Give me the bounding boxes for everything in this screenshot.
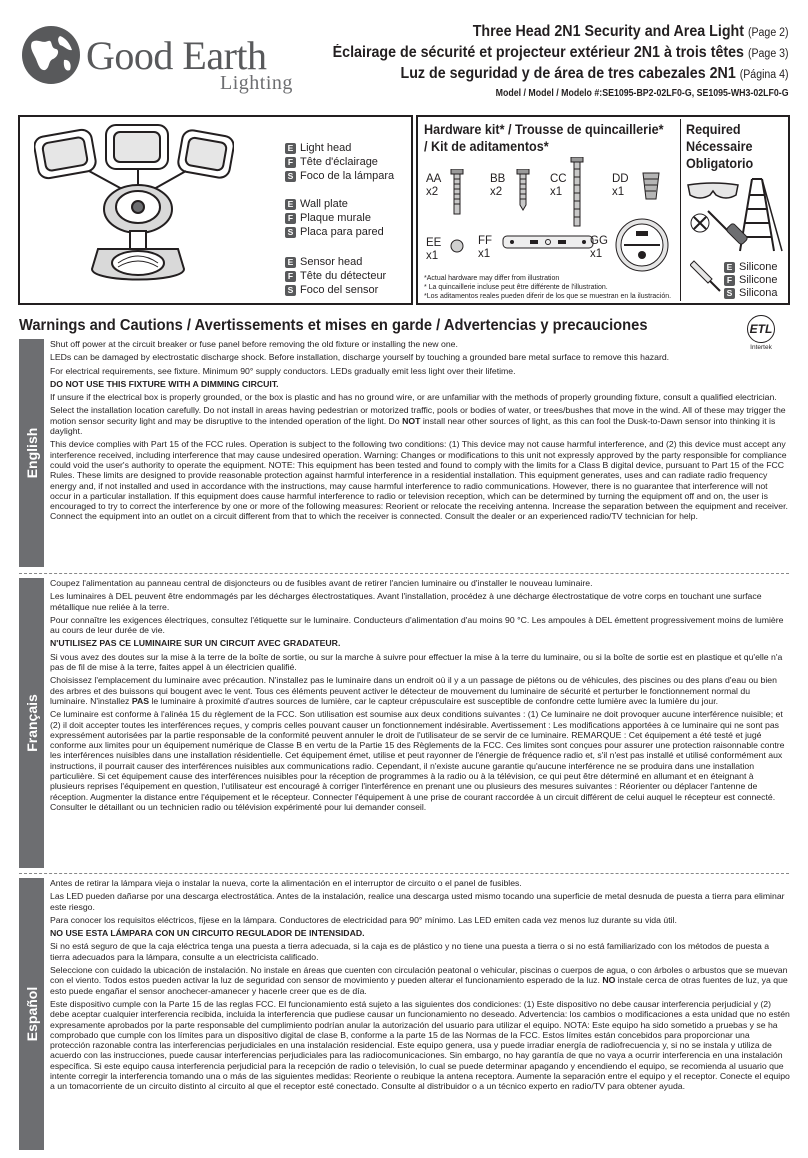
legend-sensor-head xyxy=(285,255,386,297)
language-tab-espanol: Español xyxy=(19,878,44,1150)
espanol-text xyxy=(50,878,790,1095)
paragraph: Les luminaires à DEL peuvent être endommagés par les décharges électrostatiques. Avant l'installation, procédez à une décharge électrostatique de votre corps en touchant une surface métallique nue reliée à la terre. xyxy=(50,591,762,612)
hardware-kit-box xyxy=(416,115,790,305)
badge-s: S xyxy=(285,227,296,238)
badge-f: F xyxy=(285,271,296,282)
paragraph: Este dispositivo cumple con la Parte 15 de las reglas FCC. El funcionamiento está sujeto a las siguientes dos condiciones: (1) Este dispositivo no debe causar interferencia perjudicial y (2) debe aceptar cualquier interferencia recibida, incluida la interferencia que pudiese causar un funcionamiento no deseado. Advertencia: los cambios o modificaciones a esta unidad que no estén expresamente aprobados por la parte responsable del cumplimiento podrían anular la autorización del usuario para utilizar el equipo. NOTA: Este equipo ha sido sometido a pruebas y se ha comprobado que cumple con los límites para un dispositivo digital de clase B, conforme a la parte 15 de las Normas de la FCC. Estos límites están concebidos para proporcionar una protección razonable contra las interferencias perjudiciales en una instalación residencial. Este equipo genera, usa y puede irradiar energía de radiofrecuencia y, si no se instala y utiliza de acuerdo con las instrucciones, puede causar interferencias perjudiciales para las radiocomunicaciones. Sin embargo, no hay garantía de que no vaya a ocurrir interferencia en una instalación específica. Si este equipo causa interferencia perjudicial para la recepción de radio o televisión, lo cual se puede determinar apagando y encendiendo el equipo, se recomienda al usuario que intente corregir la interferencia tomando una o más de las siguientes medidas: Reoriente o reubique la antena receptora. Aumente la separación entre el equipo y el receptor. Conecte el equipo a un tomacorriente de un circuito distinto al circuito al que el receptor esté conectado. Consulte al distribuidor o a un técnico experto en radio/TV para obtener ayuda. xyxy=(50,998,790,1092)
legend-row xyxy=(285,283,386,297)
brand-logo xyxy=(20,18,320,98)
fixture-diagram-box xyxy=(18,115,413,305)
model-number: Model / Model / Modelo #:SE1095-BP2-02LF0-G, SE1095-WH3-02LF0-G xyxy=(496,88,789,99)
english-text xyxy=(50,339,790,525)
legend-label: Silicone xyxy=(739,274,778,286)
kit-divider xyxy=(680,119,681,301)
hardware-note: *Actual hardware may differ from illustration * La quincaillerie incluse peut être différente de l'illustration. *Los aditamentos reales pueden diferir de los que se muestran en la ilustración. xyxy=(424,275,672,300)
silicone-tube-icon xyxy=(690,257,722,293)
badge-s: S xyxy=(285,285,296,296)
brand-name: Good Earth xyxy=(86,33,267,78)
legend-row xyxy=(285,169,394,183)
legend-label: Sensor head xyxy=(300,256,363,268)
required-title: Required Nécessaire Obligatorio xyxy=(686,121,754,171)
legend-label: Wall plate xyxy=(300,198,348,210)
legend-light-head xyxy=(285,141,394,183)
globe-icon xyxy=(20,24,82,86)
language-tab-english: English xyxy=(19,339,44,567)
paragraph: This device complies with Part 15 of the FCC rules. Operation is subject to the following two conditions: (1) This device may not cause harmful interference, and (2) this device must accept any interference received, including interference that may cause undesired operation. Warning: Changes or modifications to this unit not expressly approved by the party responsible for compliance could void the user's authority to operate the equipment. NOTE: This equipment has been tested and found to comply with the limits for a Class B digital device, pursuant to Part 15 of the FCC Rules. These limits are designed to provide reasonable protection against harmful interference in a residential installation. This equipment generates, uses and can radiate radio frequency energy and, if not installed and used in accordance with the instructions, may cause harmful interference to radio communications. However, there is no guarantee that interference will not occur in a particular installation. If this equipment does cause harmful interference to radio or television reception, which can be determined by turning the equipment off and on, the user is encouraged to try to correct the interference by one or more of the following measures: Reorient or relocate the receiving antenna. Increase the separation between the equipment and receiver. Connect the equipment into an outlet on a circuit different from that to which the receiver is connected. Consult the dealer or an experienced radio/TV technician for help. xyxy=(50,439,788,522)
legend-label: Foco de la lámpara xyxy=(300,170,395,182)
fixture-illustration xyxy=(34,123,234,303)
paragraph: Coupez l'alimentation au panneau central de disjoncteurs ou de fusibles avant de retirer l'ancien luminaire ou d'installer le nouveau luminaire. xyxy=(50,578,593,588)
legend-row xyxy=(285,211,384,225)
gasket-icon xyxy=(614,217,670,273)
badge-e: E xyxy=(285,257,296,268)
badge-e: E xyxy=(285,199,296,210)
washer-icon xyxy=(450,239,464,253)
page-titles xyxy=(293,22,789,99)
legend-label: Plaque murale xyxy=(300,212,371,224)
section-divider xyxy=(19,873,789,874)
badge-f: F xyxy=(285,157,296,168)
hardware-kit-title: Hardware kit* / Trousse de quincaillerie* / Kit de aditamentos* xyxy=(424,121,664,154)
paragraph: Si vous avez des doutes sur la mise à la terre de la boîte de sortie, ou sur la marche à suivre pour effectuer la mise à la terre du luminaire, ou si la boîte de sortie est en plastique et qu'elle n'a pas de fil de mise à la terre, faites appel à un électricien qualifié. xyxy=(50,651,783,673)
badge-f: F xyxy=(285,213,296,224)
legend-row xyxy=(285,141,394,155)
francais-text xyxy=(50,578,790,815)
paragraph: Shut off power at the circuit breaker or fuse panel before removing the old fixture or installing the new one. xyxy=(50,339,458,349)
screw-icon xyxy=(450,169,464,215)
section-divider xyxy=(19,573,789,574)
hardware-item-ff: FF x1 xyxy=(478,235,493,260)
legend-row xyxy=(724,287,778,300)
language-tab-francais: Français xyxy=(19,578,44,868)
title-es: Luz de seguridad y de área de tres cabezales 2N1 (Página 4) xyxy=(400,65,789,82)
legend-row xyxy=(724,261,778,274)
hardware-item-aa: AA x2 xyxy=(426,173,442,198)
paragraph: Select the installation location carefully. Do not install in areas having pedestrian or motorized traffic, pools or bodies of water, or trees/bushes that move in the wind. All of these may trigger the motion sensor security light and may be disruptive to the intended operation of the light. Do NOT install near other sources of light, as this can fool the Dusk-to-Dawn sensor into thinking it is daylight. xyxy=(50,405,786,437)
section-espanol xyxy=(19,878,789,1150)
legend-row xyxy=(285,155,394,169)
title-fr: Éclairage de sécurité et projecteur extérieur 2N1 à trois têtes (Page 3) xyxy=(333,44,789,61)
paragraph: Para conocer los requisitos eléctricos, fíjese en la lámpara. Conductores de electricidad para 90° mínimo. Las LED emiten cada vez menos luz durante su vida útil. xyxy=(50,914,677,925)
legend-row xyxy=(724,274,778,287)
badge-e: E xyxy=(724,262,735,273)
legend-wall-plate xyxy=(285,197,384,239)
paragraph: Seleccione con cuidado la ubicación de instalación. No instale en áreas que cuenten con circulación peatonal o vehicular, piscinas o cuerpos de agua, o con árboles o arbustos que se muevan con el viento. Todos estos pueden activar la luz de seguridad con sensor de movimiento y pueden alterar el funcionamiento esperado de la luz. NO instale cerca de otras fuentes de luz, ya que esto puede engañar el sensor anochecer-amanecer y hacerle creer que es de día. xyxy=(50,965,788,996)
paragraph: Antes de retirar la lámpara vieja o instalar la nueva, corte la alimentación en el interruptor de circuito o el panel de fusibles. xyxy=(50,878,522,888)
hardware-item-gg: GG x1 xyxy=(590,235,608,260)
legend-row xyxy=(285,197,384,211)
hardware-item-dd: DD x1 xyxy=(612,173,629,198)
legend-row xyxy=(285,255,386,269)
badge-s: S xyxy=(724,288,735,299)
safety-glasses-icon xyxy=(686,181,740,203)
section-english xyxy=(19,339,789,567)
etl-logo: ETL xyxy=(747,315,775,343)
paragraph: Choisissez l'emplacement du luminaire avec précaution. N'installez pas le luminaire dans un endroit où il y a un passage de piétons ou de véhicules, des piscines ou des plans d'eau ou bien des arbres et des buissons qui bougent avec le vent. Tous ces éléments peuvent activer le détecteur de mouvement du luminaire de sécurité et perturber le fonctionnement normal du luminaire. N'installez PAS le luminaire à proximité d'autres sources de lumière, car le capteur crépusculaire est susceptible de confondre cette lumière avec la lumière du jour. xyxy=(50,675,777,706)
section-francais xyxy=(19,578,789,868)
screw-icon xyxy=(516,169,530,211)
brand-sub: Lighting xyxy=(220,72,293,94)
paragraph: LEDs can be damaged by electrostatic discharge shock. Before installation, discharge yourself by touching a grounded bare metal surface to remove this hazard. xyxy=(50,352,670,363)
legend-label: Light head xyxy=(300,142,352,154)
legend-label: Tête du détecteur xyxy=(300,270,387,282)
paragraph: Pour connaître les exigences électriques, consultez l'étiquette sur le luminaire. Conducteurs d'alimentation d'au moins 90 °C. Les ampoules à DEL émettent progressivement moins de lumière au cours de leur durée de vie. xyxy=(50,614,784,636)
legend-row xyxy=(285,269,386,283)
badge-s: S xyxy=(285,171,296,182)
hardware-item-ee: EE x1 xyxy=(426,237,442,262)
etl-sub: Intertek xyxy=(750,344,772,351)
badge-e: E xyxy=(285,143,296,154)
badge-f: F xyxy=(724,275,735,286)
paragraph: Ce luminaire est conforme à l'alinéa 15 du règlement de la FCC. Son utilisation est soumise aux deux conditions suivantes : (1) Ce luminaire ne doit provoquer aucune interférence nuisible; et (2) il doit accepter toutes les interférences reçues, y compris celles pouvant causer un fonctionnement indésirable. Avertissement : Les modifications apportées à ce luminaire qui ne sont pas expressément autorisées par la partie responsable de la conformité peuvent annuler le droit de l'utilisateur de se servir de ce luminaire. REMARQUE : Cet équipement a été testé et jugé conforme aux limites pour un équipement numérique de Classe B en vertu de la Partie 15 des Règlements de la FCC. Ces limites sont conçues pour assurer une protection raisonnable contre les interférences nuisibles dans une installation résidentielle. Cet équipement émet, utilise et peut rayonner de l'énergie de fréquence radio et, s'il n'est pas installé et utilisé conformément aux instructions, il pourrait causer des interférences nuisibles aux communications radio. Cependant, il n'existe aucune garantie qu'aucune interférence ne se produira dans une installation particulière. Si cet équipement cause des interférences nuisibles pour la réception de programmes à la radio ou à la télévision, ce qui peut être déterminé en allumant et en éteignant à plusieurs reprises l'équipement en question, l'utilisateur est encouragé à corriger l'interférence en prenant une ou plusieurs des mesures suivantes : Réorienter ou déplacer l'antenne de réception. Augmenter la distance entre l'équipement et le récepteur. Connecter l'équipement à une prise de courant raccordée à un circuit différent de celui auquel le récepteur est connecté. Consulter le détaillant ou un technicien radio ou télévision expérimenté pour lui demander conseil. xyxy=(50,709,785,812)
wire-nut-icon xyxy=(640,171,662,201)
paragraph: Si no está seguro de que la caja eléctrica tenga una puesta a tierra adecuada, si la caja es de plástico y no tiene una puesta a tierra o si no está familiarizado con los métodos de puesta a tierra adecuados para la lámpara, consulte a un electricista calificado. xyxy=(50,941,770,962)
legend-label: Foco del sensor xyxy=(300,284,379,296)
screw-icon xyxy=(570,157,584,227)
title-en: Three Head 2N1 Security and Area Light (Page 2) xyxy=(473,23,789,40)
screwdriver-icon xyxy=(706,209,750,249)
silicone-legend xyxy=(724,261,778,300)
mounting-strap-icon xyxy=(502,235,594,249)
legend-label: Tête d'éclairage xyxy=(300,156,378,168)
paragraph-bold: DO NOT USE THIS FIXTURE WITH A DIMMING CIRCUIT. xyxy=(50,378,279,389)
legend-label: Silicone xyxy=(739,261,778,273)
warnings-title: Warnings and Cautions / Avertissements et mises en garde / Advertencias y precauciones xyxy=(19,317,648,334)
paragraph: For electrical requirements, see fixture. Minimum 90° supply conductors. LEDs gradually emit less light over their lifetime. xyxy=(50,365,516,376)
hardware-item-cc: CC x1 xyxy=(550,173,567,198)
paragraph: Las LED pueden dañarse por una descarga electrostática. Antes de la instalación, realice una descarga usted mismo tocando una superficie de metal desnuda de puesta a tierra para eliminar este riesgo. xyxy=(50,891,785,912)
hardware-item-bb: BB x2 xyxy=(490,173,506,198)
paragraph-bold: NO USE ESTA LÁMPARA CON UN CIRCUITO REGULADOR DE INTENSIDAD. xyxy=(50,928,365,939)
legend-label: Placa para pared xyxy=(300,226,384,238)
paragraph-bold: N'UTILISEZ PAS CE LUMINAIRE SUR UN CIRCUIT AVEC GRADATEUR. xyxy=(50,638,341,649)
legend-label: Silicona xyxy=(739,287,778,299)
legend-row xyxy=(285,225,384,239)
paragraph: If unsure if the electrical box is properly grounded, or the box is plastic and has no ground wire, or are unfamiliar with the methods of properly grounding fixture, consult a qualified electrician. xyxy=(50,392,777,403)
